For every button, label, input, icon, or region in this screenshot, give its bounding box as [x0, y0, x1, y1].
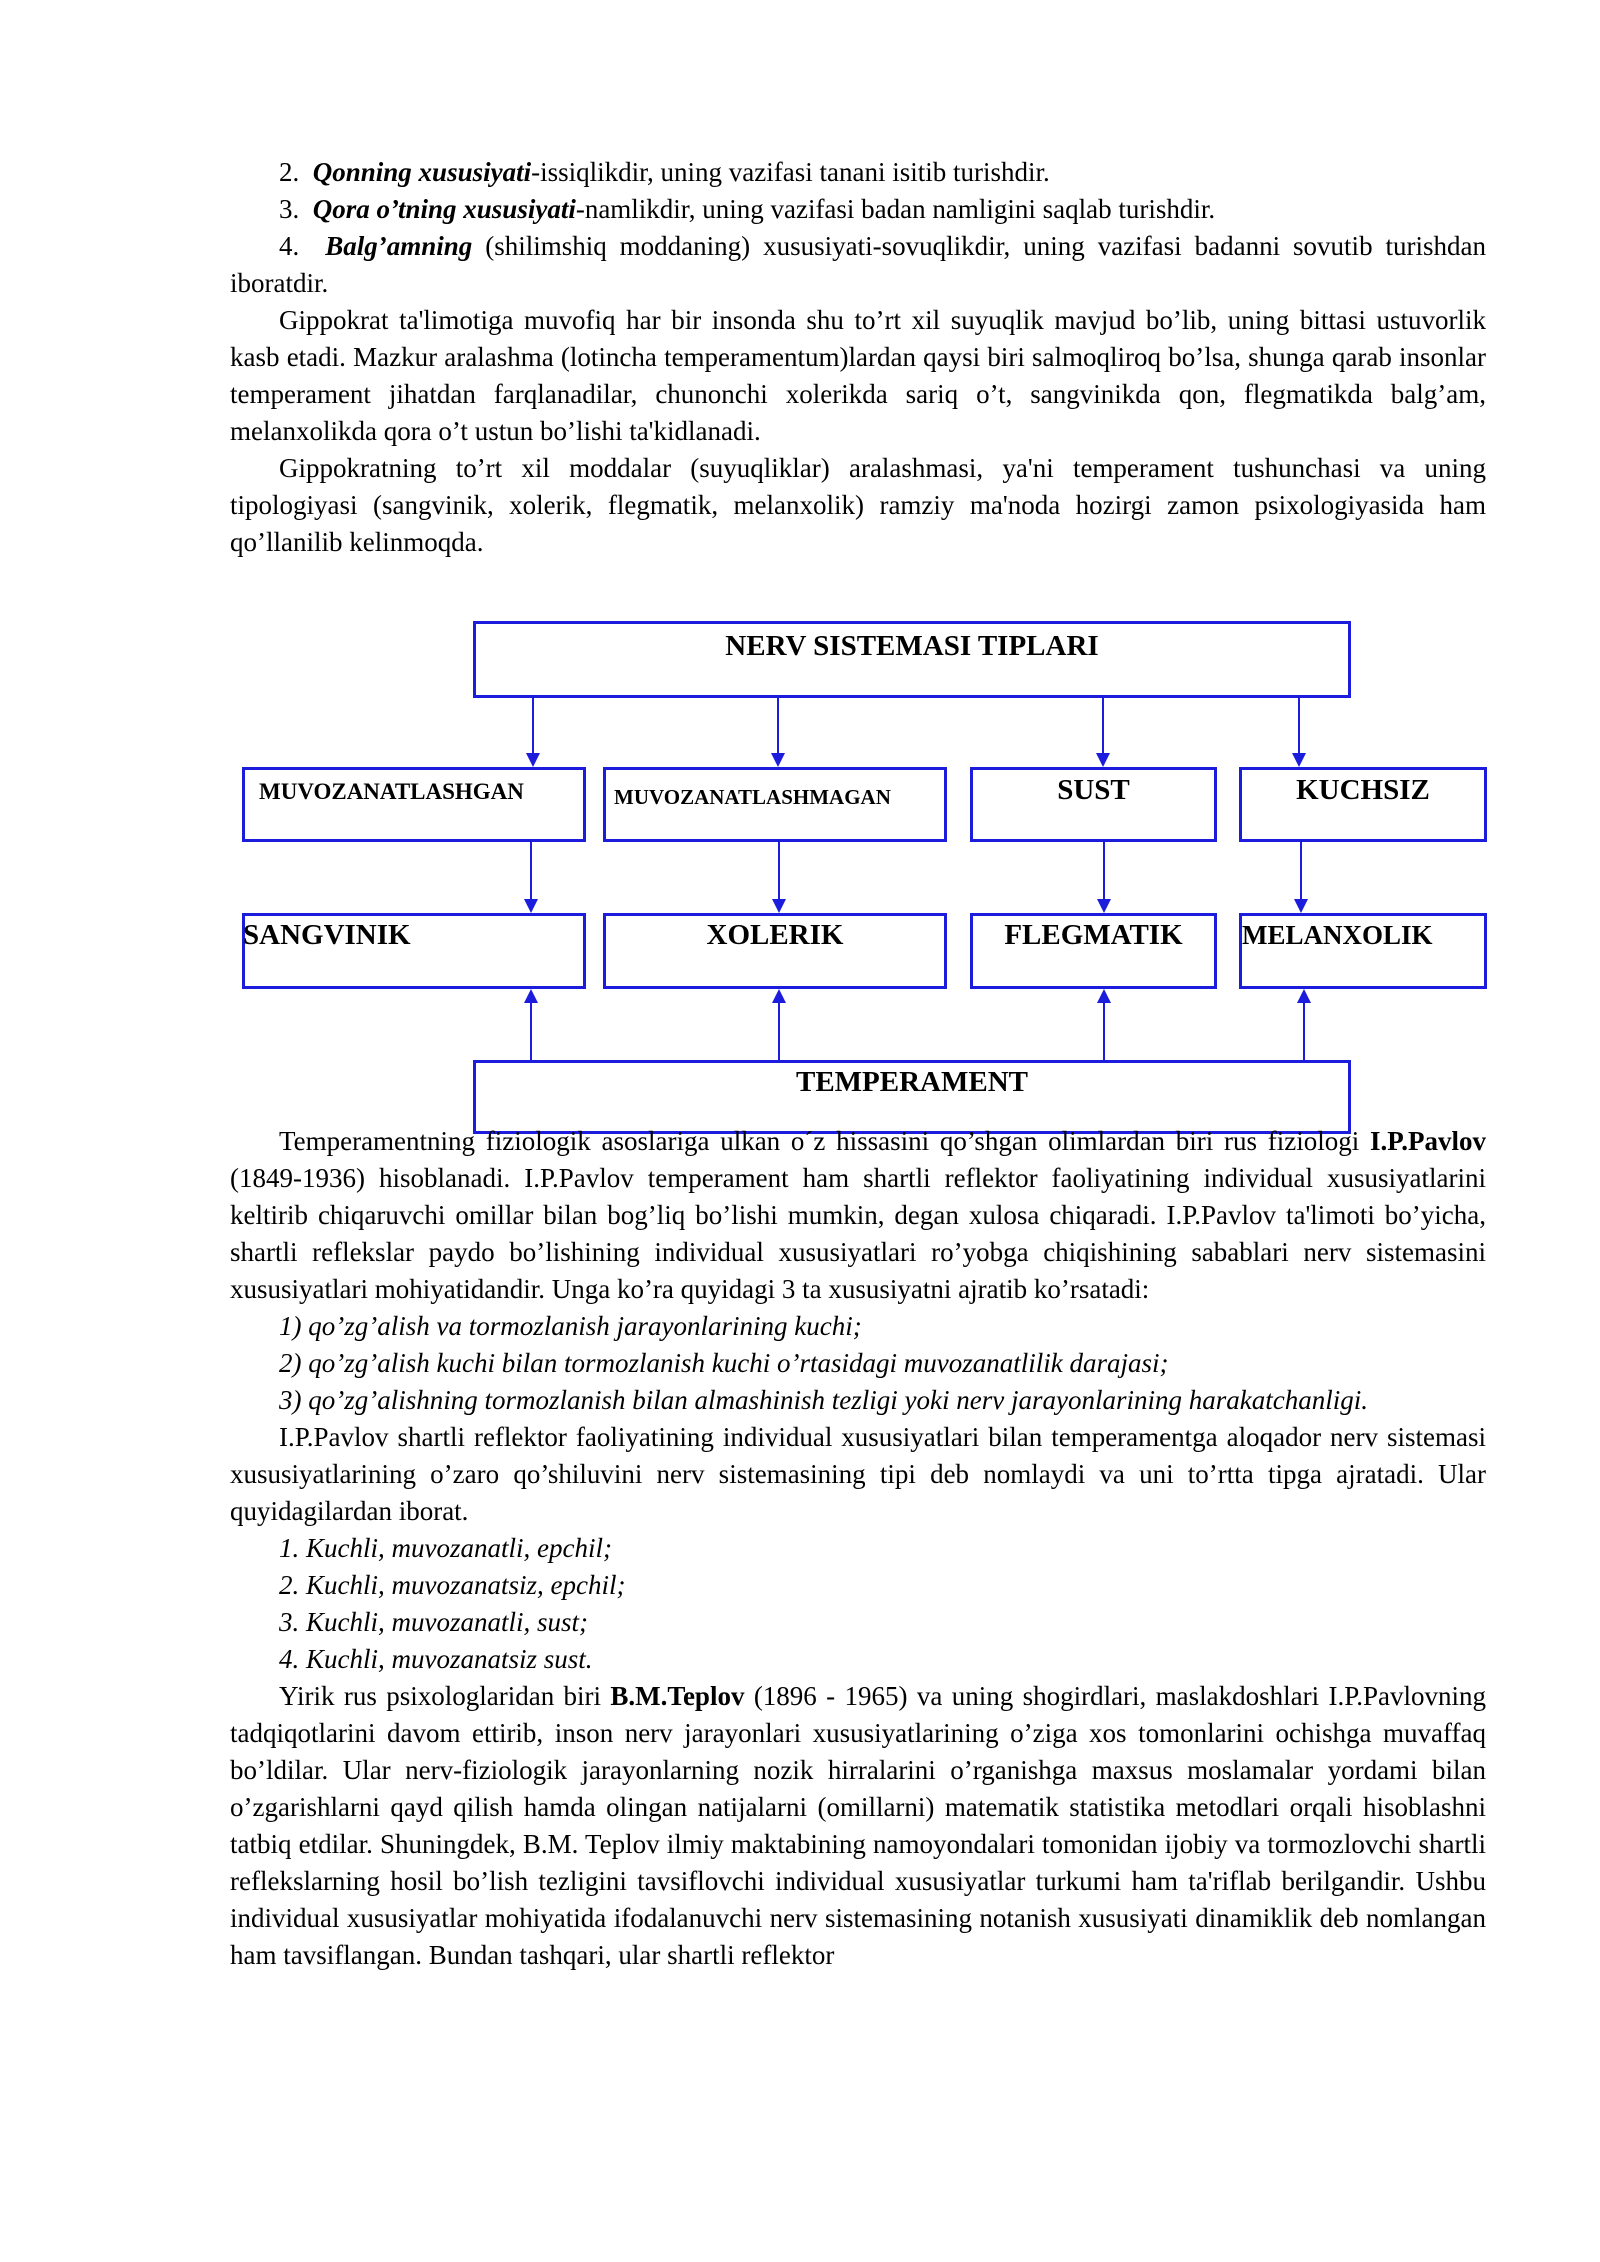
list-number: 4.: [279, 231, 300, 261]
diagram-box-sangvinik: [242, 913, 586, 989]
name-teplov: B.M.Teplov: [610, 1681, 745, 1711]
arrow-down-icon: [524, 899, 538, 913]
text-run: (1849-1936) hisoblanadi. I.P.Pavlov temperament ham shartli reflektor faoliyatining individual xususiyatlarini keltirib chiqaruvchi omillar bilan bog’liq bo’lishi mumkin, degan xulosa chiqaradi. I.P.Pavlov ta'limoti bo’yicha, shartli reflekslar paydo bo’lishining individual xususiyatlari ro’yobga chiqishining sabablari nerv sistemasini xususiyatlari mohiyatidandir. Unga ko’ra quyidagi 3 ta xususiyatni ajratib ko’rsatadi:: [230, 1163, 1486, 1304]
arrow-line: [778, 1003, 780, 1060]
diagram-label: MUVOZANATLASHGAN: [259, 779, 524, 804]
diagram-label: MELANXOLIK: [1242, 920, 1433, 950]
top-text-block: [230, 154, 1486, 561]
type-item-3: 3. Kuchli, muvozanatli, sust;: [279, 1607, 588, 1637]
lower-text-block: [230, 1123, 1486, 1974]
diagram-top-label: NERV SISTEMASI TIPLARI: [725, 630, 1099, 662]
arrow-line: [778, 842, 780, 900]
arrow-down-icon: [1096, 753, 1110, 767]
arrow-line: [1102, 698, 1104, 755]
arrow-line: [1303, 1003, 1305, 1060]
text-run: (1896 - 1965) va uning shogirdlari, maslakdoshlari I.P.Pavlovning tadqiqotlarini davom ettirib, inson nerv jarayonlari xususiyatlarining o’ziga xos tomonlarini ochishga muvaffaq bo’ldilar. Ular nerv-fiziologik jarayonlarning nozik hirralarini o’rganishga maxsus moslamalar yordami bilan o’zgarishlarni qayd qilish hamda olingan natijalarni (omillarni) matematik statistika metodlari orqali hisoblashni tatbiq etdilar. Shuningdek, B.M. Teplov ilmiy maktabining namoyondalari tomonidan ijobiy va tormozlovchi shartli reflekslarning hosil bo’lish tezligini tavsiflovchi individual xususiyatlar turkumi ham ta'riflab berilgandir. Ushbu individual xususiyatlar mohiyatida ifodalanuvchi nerv sistemasining notanish xususiyati dinamiklik deb nomlangan ham tavsiflangan. Bundan tashqari, ular shartli reflektor: [230, 1681, 1487, 1970]
arrow-down-icon: [1292, 753, 1306, 767]
diagram-label: KUCHSIZ: [1296, 774, 1430, 806]
list-text: -issiqlikdir, uning vazifasi tanani isitib turishdir.: [531, 157, 1050, 187]
list-item-2: [279, 154, 1486, 191]
type-item-4: 4. Kuchli, muvozanatsiz sust.: [279, 1644, 593, 1674]
arrow-down-icon: [1097, 899, 1111, 913]
list-text: (shilimshiq moddaning) xususiyati-sovuqlikdir, uning vazifasi badanni sovutib turishdan iboratdir.: [230, 231, 1487, 298]
text-run: Temperamentning fiziologik asoslariga ulkan o´z hissasini qo’shgan olimlardan biri rus fiziologi: [279, 1126, 1370, 1156]
diagram-label: XOLERIK: [706, 919, 844, 951]
arrow-line: [1103, 1003, 1105, 1060]
arrow-line: [530, 1003, 532, 1060]
arrow-line: [1103, 842, 1105, 900]
list-term: Qora o’tning xususiyati: [312, 194, 576, 224]
diagram-box-muvozanatlashmagan: [603, 767, 947, 842]
arrow-up-icon: [1097, 989, 1111, 1003]
arrow-down-icon: [771, 753, 785, 767]
property-item-3: 3) qo’zg’alishning tormozlanish bilan almashinish tezligi yoki nerv jarayonlarining harakatchanligi.: [279, 1385, 1368, 1415]
diagram-box-sust: [970, 767, 1217, 842]
arrow-line: [530, 842, 532, 900]
arrow-down-icon: [526, 753, 540, 767]
arrow-line: [1300, 842, 1302, 900]
paragraph-nerve-type: I.P.Pavlov shartli reflektor faoliyatining individual xususiyatlari bilan temperamentga aloqador nerv sistemasi xususiyatlarining o’zaro qo’shiluvini nerv sistemasining tipi deb nomlaydi va uni to’rtta tipga ajratadi. Ular quyidagilardan iborat.: [230, 1422, 1486, 1526]
text-run: Yirik rus psixologlaridan biri: [279, 1681, 611, 1711]
diagram-label: FLEGMATIK: [1004, 919, 1183, 951]
arrow-down-icon: [1294, 899, 1308, 913]
paragraph-pavlov: [230, 1123, 1486, 1308]
arrow-line: [1298, 698, 1300, 755]
diagram-box-muvozanatlashgan: [242, 767, 586, 842]
list-term: Balg’amning: [325, 231, 473, 261]
paragraph-gippokrat: Gippokrat ta'limotiga muvofiq har bir insonda shu to’rt xil suyuqlik mavjud bo’lib, uning bittasi ustuvorlik kasb etadi. Mazkur aralashma (lotincha temperamentum)lardan qaysi biri salmoqliroq bo’lsa, shunga qarab insonlar temperament jihatdan farqlanadilar, chunonchi xolerikda sariq o’t, sangvinikda qon, flegmatikda balg’am, melanxolikda qora o’t ustun bo’lishi ta'kidlanadi.: [230, 305, 1486, 446]
arrow-down-icon: [772, 899, 786, 913]
diagram-label: MUVOZANATLASHMAGAN: [614, 785, 891, 809]
paragraph-teplov: [230, 1678, 1486, 1974]
type-item-2: 2. Kuchli, muvozanatsiz, epchil;: [279, 1570, 626, 1600]
property-item-2: 2) qo’zg’alish kuchi bilan tormozlanish kuchi o’rtasidagi muvozanatlilik darajasi;: [279, 1348, 1169, 1378]
paragraph-tipologiya: Gippokratning to’rt xil moddalar (suyuqliklar) aralashmasi, ya'ni temperament tushunchasi va uning tipologiyasi (sangvinik, xolerik, flegmatik, melanxolik) ramziy ma'noda hozirgi zamon psixologiyasida ham qo’llanilib kelinmoqda.: [230, 453, 1486, 557]
diagram-label: SUST: [1057, 774, 1130, 806]
list-number: 2.: [279, 157, 300, 187]
list-text: -namlikdir, uning vazifasi badan namligini saqlab turishdir.: [575, 194, 1216, 224]
type-item-1: 1. Kuchli, muvozanatli, epchil;: [279, 1533, 612, 1563]
arrow-up-icon: [772, 989, 786, 1003]
diagram-box-kuchsiz: [1239, 767, 1487, 842]
diagram-bottom-label: TEMPERAMENT: [796, 1066, 1028, 1098]
diagram-label: SANGVINIK: [243, 919, 411, 951]
list-item-4: [230, 228, 1486, 302]
arrow-line: [777, 698, 779, 755]
list-item-3: [279, 191, 1486, 228]
list-number: 3.: [279, 194, 300, 224]
diagram-box-flegmatik: [970, 913, 1217, 989]
list-term: Qonning xususiyati: [312, 157, 532, 187]
arrow-up-icon: [524, 989, 538, 1003]
diagram-box-xolerik: [603, 913, 947, 989]
arrow-line: [532, 698, 534, 755]
property-item-1: 1) qo’zg’alish va tormozlanish jarayonlarining kuchi;: [279, 1311, 862, 1341]
name-pavlov: I.P.Pavlov: [1369, 1126, 1486, 1156]
diagram-box-melanxolik: [1239, 913, 1487, 989]
arrow-up-icon: [1297, 989, 1311, 1003]
diagram-top-box: [473, 621, 1351, 698]
